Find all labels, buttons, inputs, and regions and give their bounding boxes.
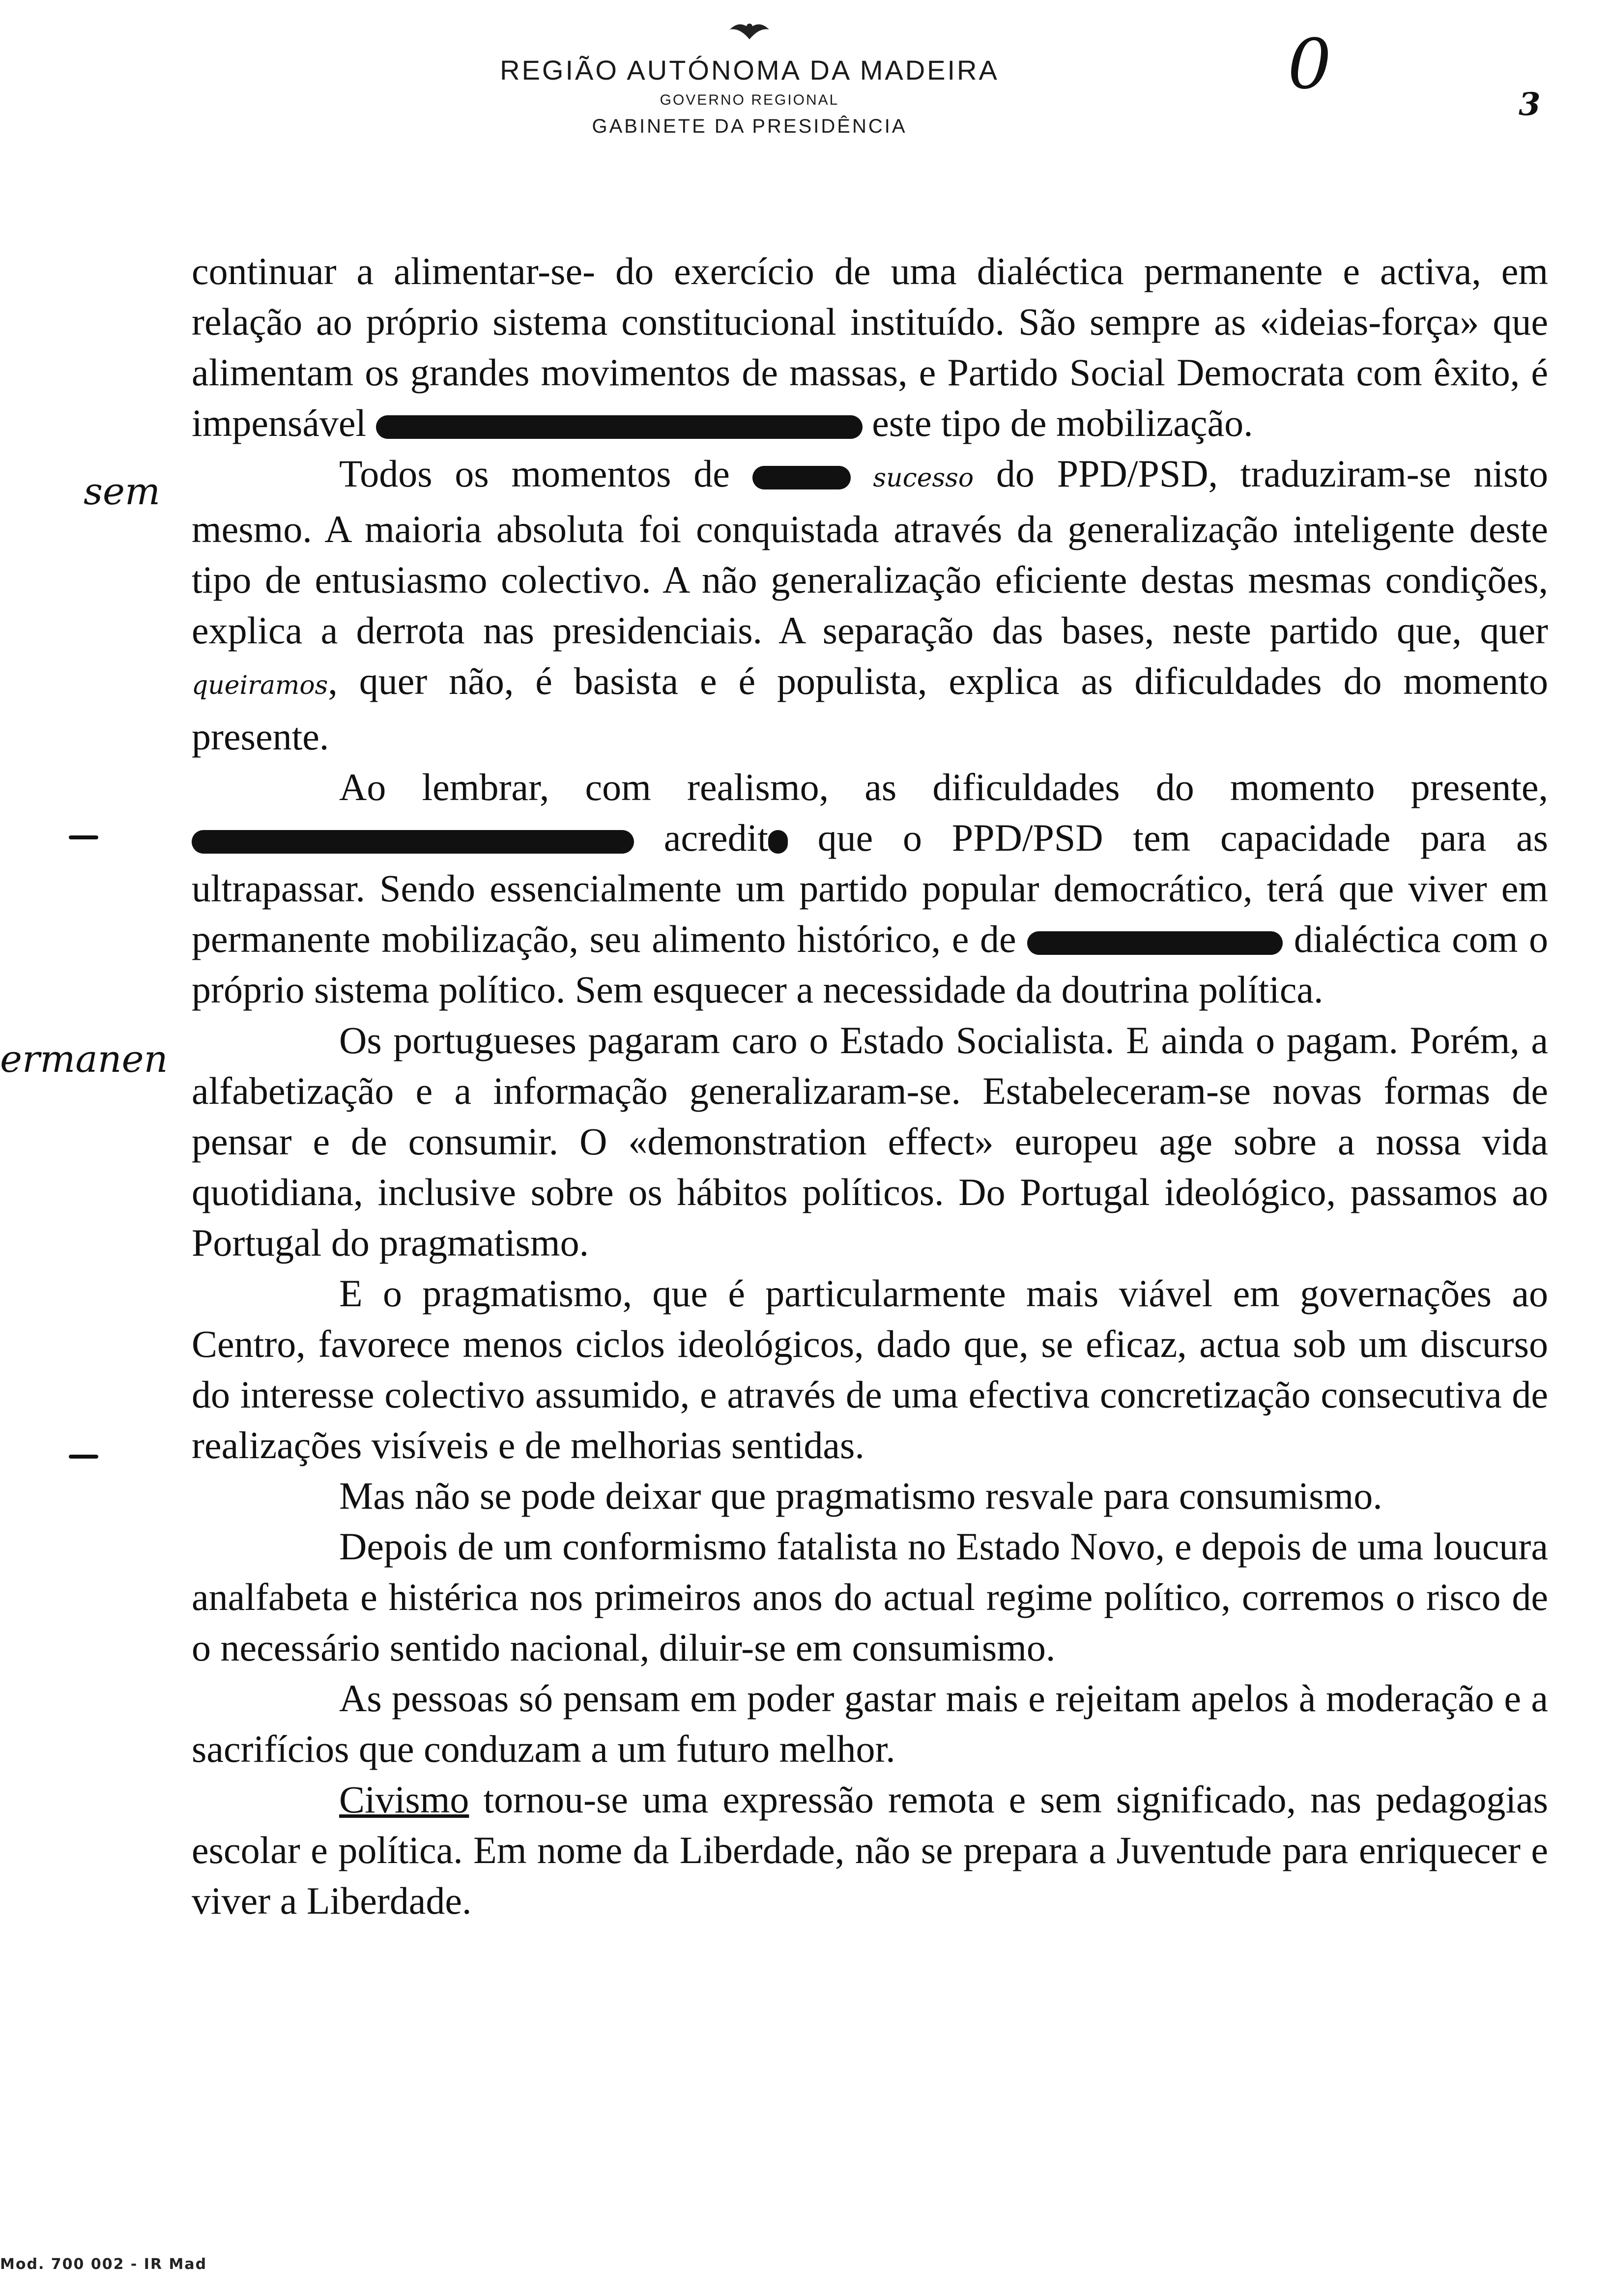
underlined-word: Civismo <box>339 1778 469 1821</box>
form-code: Mod. 700 002 - IR Mad <box>0 2256 207 2273</box>
body-text <box>192 246 1548 1926</box>
paragraph: Os portugueses pagaram caro o Estado Socialista. E ainda o pagam. Porém, a alfabetização e a informação generalizaram-se. Estabeleceram-se novas formas de pensar e de consumir. O «demonstration effect» europeu age sobre a nossa vida quotidiana, inclusive sobre os hábitos políticos. Do Portugal ideológico, passamos ao Portugal do pragmatismo. <box>192 1019 1548 1264</box>
redaction-scribble <box>768 830 788 854</box>
handwritten-mark: 0 <box>1288 25 1332 105</box>
handwritten-insert: queiramos <box>192 671 328 700</box>
margin-note-sem: sem <box>84 469 161 513</box>
paragraph: Ao lembrar, com realismo, as dificuldades do momento presente, acredit que o PPD/PSD tem capacidade para as ultrapassar. Sendo essencialmente um partido popular democrático, terá que viver em permanente mobilização, seu alimento histórico, e de dialéctica com o próprio sistema político. Sem esquecer a necessidade da doutrina política. <box>192 766 1549 1011</box>
redaction-scribble <box>376 415 863 439</box>
coat-of-arms-icon <box>720 15 779 54</box>
paragraph: Depois de um conformismo fatalista no Estado Novo, e depois de uma loucura analfabeta e histérica nos primeiros anos do actual regime político, corremos o risco de o necessário sentido nacional, diluir-se em consumismo. <box>192 1525 1548 1669</box>
paragraph: As pessoas só pensam em poder gastar mais e rejeitam apelos à moderação e a sacrifícios que conduzam a um futuro melhor. <box>192 1677 1548 1770</box>
cabinet-subtitle: GABINETE DA PRESIDÊNCIA <box>592 115 907 137</box>
redaction-scribble <box>752 466 851 489</box>
redaction-scribble <box>1027 931 1283 955</box>
paragraph: Todos os momentos de sucesso do PPD/PSD, traduziram-se nisto mesmo. A maioria absoluta foi conquistada através da generalização inteligente deste tipo de entusiasmo colectivo. A não generalização eficiente destas mesmas condições, explica a derrota nas presidenciais. A separação das bases, neste partido que, quer queiramos, quer não, é basista e é populista, explica as dificuldades do momento presente. <box>192 452 1549 758</box>
paragraph: Mas não se pode deixar que pragmatismo resvale para consumismo. <box>339 1474 1382 1517</box>
margin-note-permanente: ermanen <box>0 1037 168 1081</box>
government-subtitle: GOVERNO REGIONAL <box>660 92 839 108</box>
paragraph: continuar a alimentar-se- do exercício de uma dialéctica permanente e activa, em relação ao próprio sistema constitucional instituído. São sempre as «ideias-força» que alimentam os grandes movimentos de massas, e Partido Social Democrata com êxito, é impensável este tipo de mobilização. <box>192 250 1548 444</box>
paragraph: Civismo tornou-se uma expressão remota e sem significado, nas pedagogias escolar e política. Em nome da Liberdade, não se prepara a Juventude para enriquecer e viver a Liberdade. <box>192 1778 1548 1922</box>
margin-dash <box>69 835 98 839</box>
handwritten-insert: sucesso <box>873 463 974 493</box>
margin-dash <box>69 1455 98 1459</box>
letterhead <box>442 15 1057 138</box>
redaction-scribble <box>192 830 634 854</box>
page-number: 3 <box>1519 86 1541 123</box>
paragraph: E o pragmatismo, que é particularmente mais viável em governações ao Centro, favorece menos ciclos ideológicos, dado que, se eficaz, actua sob um discurso do interesse colectivo assumido, e através de uma efectiva concretização consecutiva de realizações visíveis e de melhorias sentidas. <box>192 1272 1548 1466</box>
region-title: REGIÃO AUTÓNOMA DA MADEIRA <box>500 55 999 86</box>
